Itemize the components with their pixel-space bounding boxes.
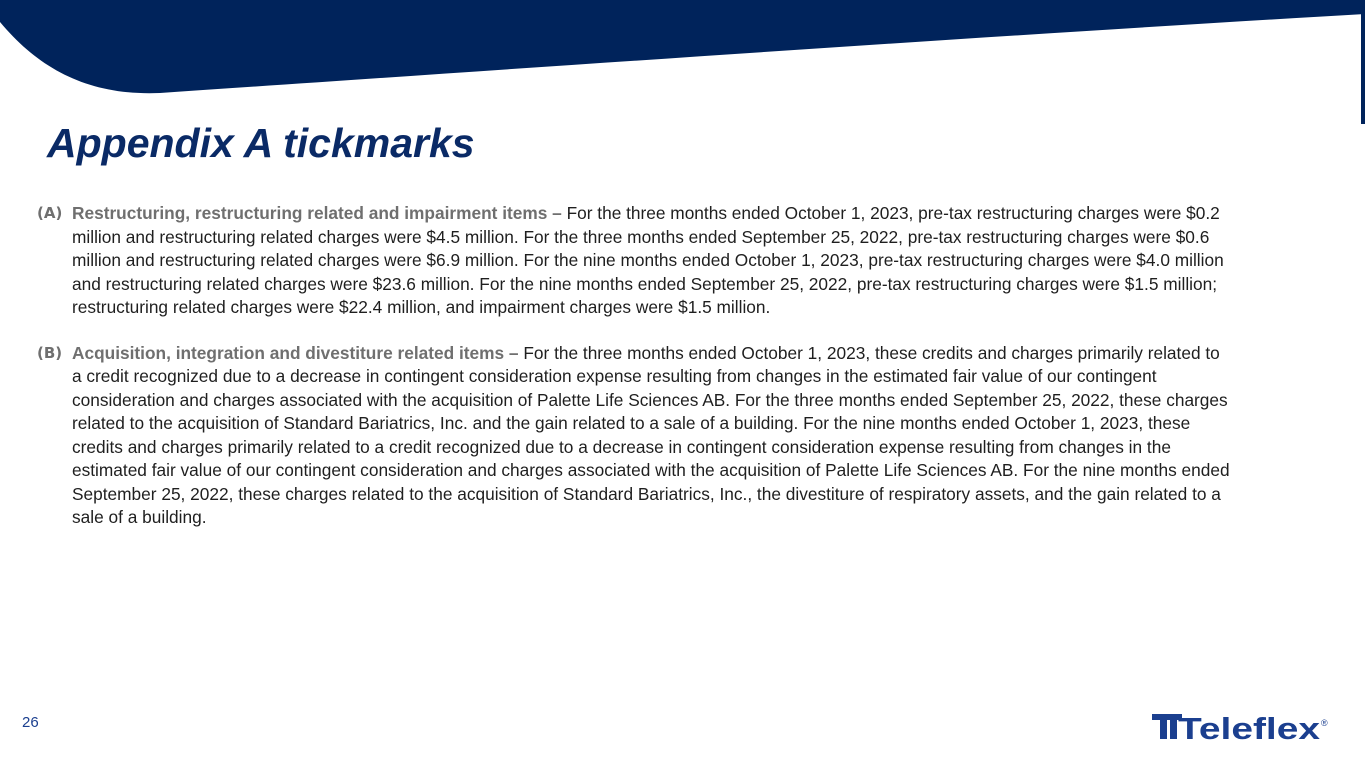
tickmark-item-a [36,202,1231,320]
tickmark-list [36,202,1231,552]
tickmark-letter: (A) [37,204,63,222]
logo-registered-mark: ® [1321,718,1328,728]
tickmark-item-b [36,342,1231,530]
tickmark-body: For the three months ended October 1, 2023, these credits and charges primarily related to a credit recognized due to a decrease in contingent consideration expense resulting from changes in the estimated fair value of our contingent consideration and charges associated with the acquisition of Palette Life Sciences AB. For the three months ended September 25, 2022, these charges related to the acquisition of Standard Bariatrics, Inc. and the gain related to a sale of a building. For the nine months ended October 1, 2023, these credits and charges primarily related to a credit recognized due to a decrease in contingent consideration expense resulting from changes in the estimated fair value of our contingent consideration and charges associated with the acquisition of Palette Life Sciences AB. For the nine months ended September 25, 2022, these charges related to the acquisition of Standard Bariatrics, Inc., the divestiture of respiratory assets, and the gain related to a sale of a building. [72,342,1230,527]
teleflex-logo [1150,708,1330,744]
logo-wordmark: Teleflex [1178,711,1321,744]
tickmark-letter: (B) [37,343,63,362]
page-title: Appendix A tickmarks [47,120,475,166]
tickmark-paragraph [72,202,1231,320]
tickmark-body: For the three months ended October 1, 2023, pre-tax restructuring charges were $0.2 million and restructuring related charges were $4.5 million. For the three months ended September 25, 2022, pre-tax restructuring charges were $0.6 million and restructuring related charges were $6.9 million. For the nine months ended October 1, 2023, pre-tax restructuring charges were $4.0 million and restructuring related charges were $23.6 million. For the nine months ended September 25, 2022, pre-tax restructuring charges were $1.5 million; restructuring related charges were $22.4 million, and impairment charges were $1.5 million. [72,203,1224,317]
page-number: 26 [22,714,39,731]
tickmark-heading: Restructuring, restructuring related and impairment items – [72,203,562,223]
header-right-edge [1361,14,1365,124]
header-swoosh [0,0,1365,93]
tickmark-paragraph [72,342,1231,530]
header-band [0,0,1365,130]
tickmark-heading: Acquisition, integration and divestiture related items – [72,342,519,363]
